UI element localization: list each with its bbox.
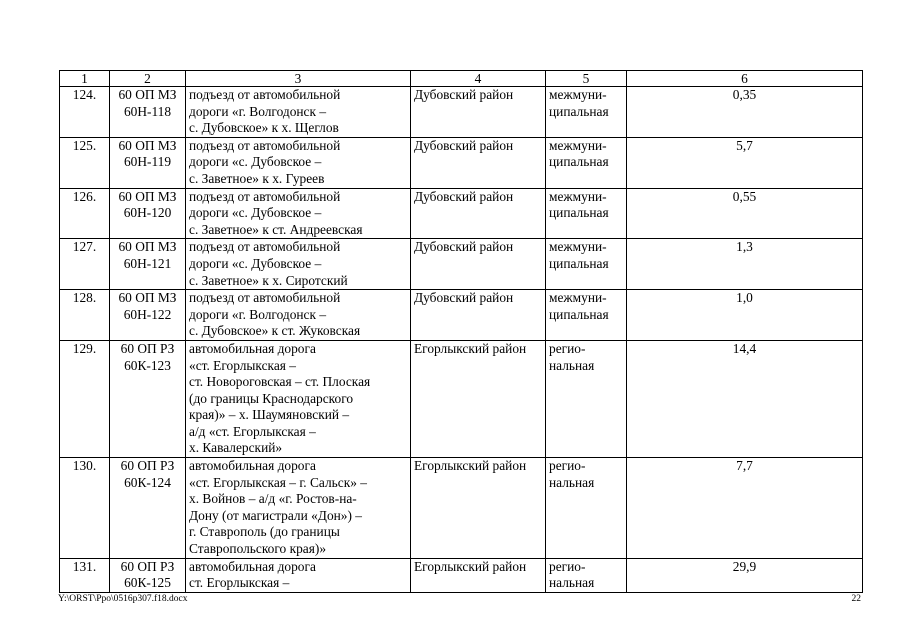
road-name-text: подъезд от автомобильной дороги «с. Дубовское – с. Заветное» к х. Сиротский: [189, 239, 348, 288]
row-number: 126.: [60, 188, 110, 239]
road-length: 14,4: [627, 340, 863, 457]
column-header-4: 4: [411, 71, 546, 87]
row-number: 124.: [60, 87, 110, 138]
table-row: [60, 340, 863, 457]
road-district: Дубовский район: [411, 87, 546, 138]
road-name-text: автомобильная дорога «ст. Егорлыкская – г. Сальск» – х. Войнов – а/д «г. Ростов-на- Дону (от магистрали «Дон») – г. Ставрополь (до границы Ставропольского края)»: [189, 458, 367, 557]
road-significance-text: межмуни- ципальная: [549, 87, 609, 119]
road-significance-text: межмуни- ципальная: [549, 188, 609, 221]
road-name: [186, 137, 411, 188]
row-number: 127.: [60, 239, 110, 290]
road-code: [110, 290, 186, 341]
footer-page-number: 22: [851, 594, 861, 604]
road-significance-text: межмуни- ципальная: [549, 290, 609, 322]
road-name-text: автомобильная дорога «ст. Егорлыкская – ст. Новороговская – ст. Плоская (до границы Краснодарского края)» – х. Шаумяновский – а/д «ст. Егорлыкская – х. Кавалерский»: [189, 340, 371, 456]
road-district: Егорлыкский район: [411, 340, 546, 457]
road-significance: [546, 188, 627, 239]
road-significance: [546, 458, 627, 559]
column-header-2: 2: [110, 71, 186, 87]
road-name-text: автомобильная дорога ст. Егорлыкская –: [189, 558, 316, 591]
road-length: 0,35: [627, 87, 863, 138]
road-code-text: 60 ОП МЗ 60Н-119: [118, 137, 177, 170]
road-name-text: подъезд от автомобильной дороги «г. Волгодонск – с. Дубовское» к х. Щеглов: [189, 87, 341, 136]
road-code: [110, 137, 186, 188]
road-name-text: подъезд от автомобильной дороги «с. Дубовское – с. Заветное» к х. Гуреев: [189, 137, 341, 186]
road-length: 29,9: [627, 558, 863, 592]
road-district: Дубовский район: [411, 290, 546, 341]
road-significance: [546, 340, 627, 457]
road-district: Дубовский район: [411, 188, 546, 239]
table-row: [60, 558, 863, 592]
row-number: 125.: [60, 137, 110, 188]
road-code-text: 60 ОП МЗ 60Н-121: [118, 239, 177, 271]
road-name: [186, 188, 411, 239]
road-name: [186, 87, 411, 138]
table-row: [60, 239, 863, 290]
road-name-text: подъезд от автомобильной дороги «г. Волгодонск – с. Дубовское» к ст. Жуковская: [189, 290, 361, 339]
road-name: [186, 340, 411, 457]
road-code: [110, 458, 186, 559]
column-header-5: 5: [546, 71, 627, 87]
road-length: 1,3: [627, 239, 863, 290]
roads-table: [59, 70, 863, 593]
road-name: [186, 458, 411, 559]
road-significance: [546, 239, 627, 290]
road-district: Дубовский район: [411, 239, 546, 290]
road-code-text: 60 ОП РЗ 60К-125: [120, 558, 175, 591]
road-significance-text: регио- нальная: [549, 340, 595, 373]
road-significance: [546, 137, 627, 188]
road-significance-text: межмуни- ципальная: [549, 239, 609, 271]
row-number: 129.: [60, 340, 110, 457]
table-row: [60, 290, 863, 341]
road-district: Егорлыкский район: [411, 558, 546, 592]
road-length: 7,7: [627, 458, 863, 559]
table-row: [60, 188, 863, 239]
road-code: [110, 558, 186, 592]
road-district: Егорлыкский район: [411, 458, 546, 559]
row-number: 130.: [60, 458, 110, 559]
road-code-text: 60 ОП МЗ 60Н-120: [118, 188, 177, 221]
road-code: [110, 188, 186, 239]
road-name: [186, 239, 411, 290]
road-name: [186, 558, 411, 592]
road-code-text: 60 ОП МЗ 60Н-122: [118, 290, 177, 322]
road-district: Дубовский район: [411, 137, 546, 188]
column-header-1: 1: [60, 71, 110, 87]
road-significance: [546, 290, 627, 341]
table-row: [60, 458, 863, 559]
road-code-text: 60 ОП РЗ 60К-124: [120, 458, 175, 490]
table-row: [60, 87, 863, 138]
table-header-row: [60, 71, 863, 87]
road-significance: [546, 87, 627, 138]
road-significance: [546, 558, 627, 592]
road-length: 1,0: [627, 290, 863, 341]
footer-file-path: Y:\ORST\Ppo\0516p307.f18.docx: [58, 594, 188, 604]
road-code: [110, 239, 186, 290]
road-code: [110, 340, 186, 457]
road-name-text: подъезд от автомобильной дороги «с. Дубовское – с. Заветное» к ст. Андреевская: [189, 188, 363, 237]
column-header-6: 6: [627, 71, 863, 87]
row-number: 128.: [60, 290, 110, 341]
road-significance-text: межмуни- ципальная: [549, 137, 609, 170]
road-significance-text: регио- нальная: [549, 458, 595, 490]
table-row: [60, 137, 863, 188]
road-length: 5,7: [627, 137, 863, 188]
column-header-3: 3: [186, 71, 411, 87]
row-number: 131.: [60, 558, 110, 592]
road-code-text: 60 ОП РЗ 60К-123: [120, 340, 175, 373]
road-length: 0,55: [627, 188, 863, 239]
road-code-text: 60 ОП МЗ 60Н-118: [118, 87, 177, 119]
road-significance-text: регио- нальная: [549, 558, 595, 591]
road-name: [186, 290, 411, 341]
road-code: [110, 87, 186, 138]
